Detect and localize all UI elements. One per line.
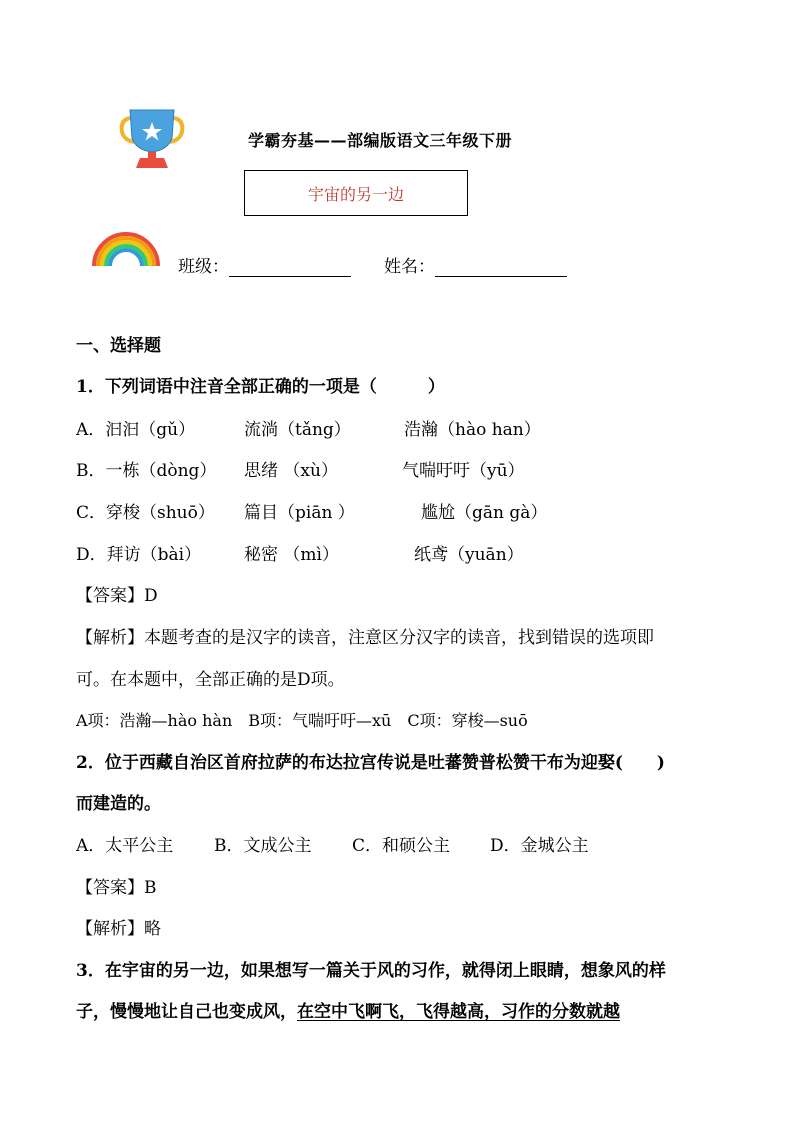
lesson-title: 宇宙的另一边: [307, 184, 404, 204]
option-word: 思绪 （xù）: [244, 461, 338, 481]
q1-answer: 【答案】D: [76, 586, 158, 606]
name-label: 姓名：: [384, 257, 435, 277]
q2-option-d: D．金城公主: [490, 836, 589, 856]
q1-analysis-line-3: A项：浩瀚—hào hàn B项：气喘吁吁—xū C项：穿梭—suō: [76, 711, 528, 730]
name-field: [384, 252, 567, 277]
q1-option-a: [76, 418, 541, 442]
question-2-stem-2: 而建造的。: [76, 794, 161, 814]
trophy-icon: [118, 108, 186, 170]
q1-option-c: [76, 501, 547, 525]
option-word: B．一栋（dòng）: [76, 461, 217, 481]
question-3-stem-2: [76, 1000, 620, 1024]
q1-analysis-line-1: 【解析】本题考查的是汉字的读音，注意区分汉字的读音，找到错误的选项即: [76, 628, 654, 648]
option-word: C．穿梭（shuō）: [76, 503, 215, 523]
q3-stem-underlined: 在空中飞啊飞，飞得越高，习作的分数就越: [297, 1002, 620, 1022]
class-input[interactable]: [229, 258, 351, 277]
q2-option-b: B．文成公主: [214, 836, 312, 856]
section-heading: 一、选择题: [76, 336, 161, 356]
rainbow-icon: [90, 228, 162, 268]
q3-stem-plain: 子，慢慢地让自己也变成风，: [76, 1002, 297, 1022]
name-input[interactable]: [435, 258, 567, 277]
option-word: 流淌（tǎng）: [244, 420, 351, 440]
question-1-stem: 1．下列词语中注音全部正确的一项是（ ）: [76, 377, 445, 397]
option-word: 浩瀚（hào han）: [404, 420, 541, 440]
class-label: 班级：: [178, 257, 229, 277]
q2-option-c: C．和硕公主: [352, 836, 451, 856]
q1-analysis-line-2: 可。在本题中，全部正确的是D项。: [76, 670, 345, 690]
lesson-title-box: [244, 170, 468, 216]
option-word: 秘密 （mì）: [244, 545, 339, 565]
document-title: 学霸夯基——部编版语文三年级下册: [248, 131, 513, 150]
q2-analysis: 【解析】略: [76, 919, 161, 939]
q1-option-d: [76, 543, 524, 567]
option-word: D．拜访（bài）: [76, 545, 202, 565]
q2-option-a: A．太平公主: [76, 836, 174, 856]
option-word: A．汩汩（gǔ）: [76, 420, 196, 440]
q2-options: [76, 834, 589, 858]
q2-answer: 【答案】B: [76, 878, 157, 898]
class-field: [178, 252, 351, 277]
option-word: 尴尬（gān gà）: [421, 503, 548, 523]
q1-option-b: [76, 459, 525, 483]
option-word: 篇目（piān ）: [244, 503, 355, 523]
option-word: 纸鸢（yuān）: [414, 545, 524, 565]
option-word: 气喘吁吁（yū）: [402, 461, 525, 481]
question-2-stem-1: 2．位于西藏自治区首府拉萨的布达拉宫传说是吐蕃赞普松赞干布为迎娶( ): [76, 753, 665, 773]
question-3-stem-1: 3．在宇宙的另一边，如果想写一篇关于风的习作，就得闭上眼睛，想象风的样: [76, 961, 666, 981]
